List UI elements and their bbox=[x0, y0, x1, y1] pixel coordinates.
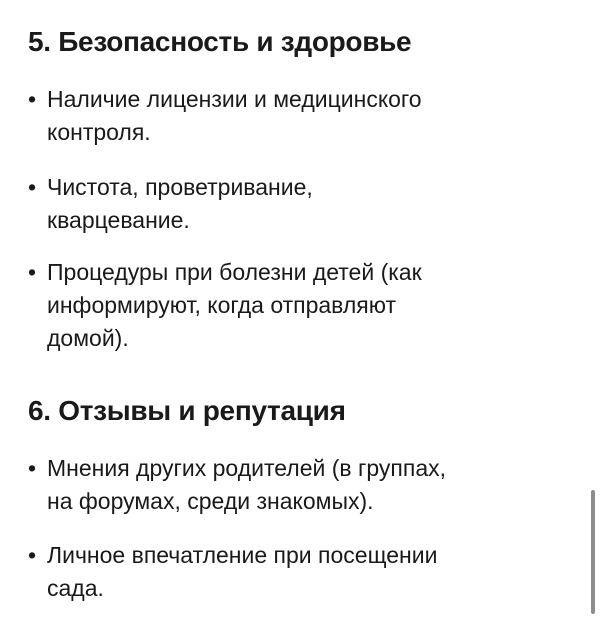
list-item-text: контроля. bbox=[47, 119, 151, 145]
list-item-text: Процедуры при болезни детей (как bbox=[47, 259, 422, 285]
list-item bbox=[28, 539, 548, 605]
list-item-text: Личное впечатление при посещении bbox=[47, 542, 438, 568]
scrollbar[interactable] bbox=[591, 490, 595, 614]
bullet-marker: • bbox=[28, 259, 37, 285]
bullet-marker: • bbox=[28, 86, 37, 112]
list-item-text: Мнения других родителей (в группах, bbox=[47, 455, 447, 481]
list-item-text: информируют, когда отправляют bbox=[47, 292, 397, 318]
section-title-reviews: 6. Отзывы и репутация bbox=[28, 395, 346, 426]
list-item-text: на форумах, среди знакомых). bbox=[47, 488, 374, 514]
list-item bbox=[28, 83, 548, 149]
list-item bbox=[28, 256, 548, 355]
list-item bbox=[28, 452, 548, 518]
section-title-safety: 5. Безопасность и здоровье bbox=[28, 26, 412, 57]
list-item-text: кварцевание. bbox=[47, 207, 190, 233]
list-item bbox=[28, 171, 548, 237]
bullet-marker: • bbox=[28, 542, 37, 568]
list-item-text: домой). bbox=[47, 325, 129, 351]
list-item-text: Чистота, проветривание, bbox=[47, 174, 313, 200]
bullet-marker: • bbox=[28, 174, 37, 200]
bullet-marker: • bbox=[28, 455, 37, 481]
list-item-text: Наличие лицензии и медицинского bbox=[47, 86, 422, 112]
list-item-text: сада. bbox=[47, 575, 104, 601]
